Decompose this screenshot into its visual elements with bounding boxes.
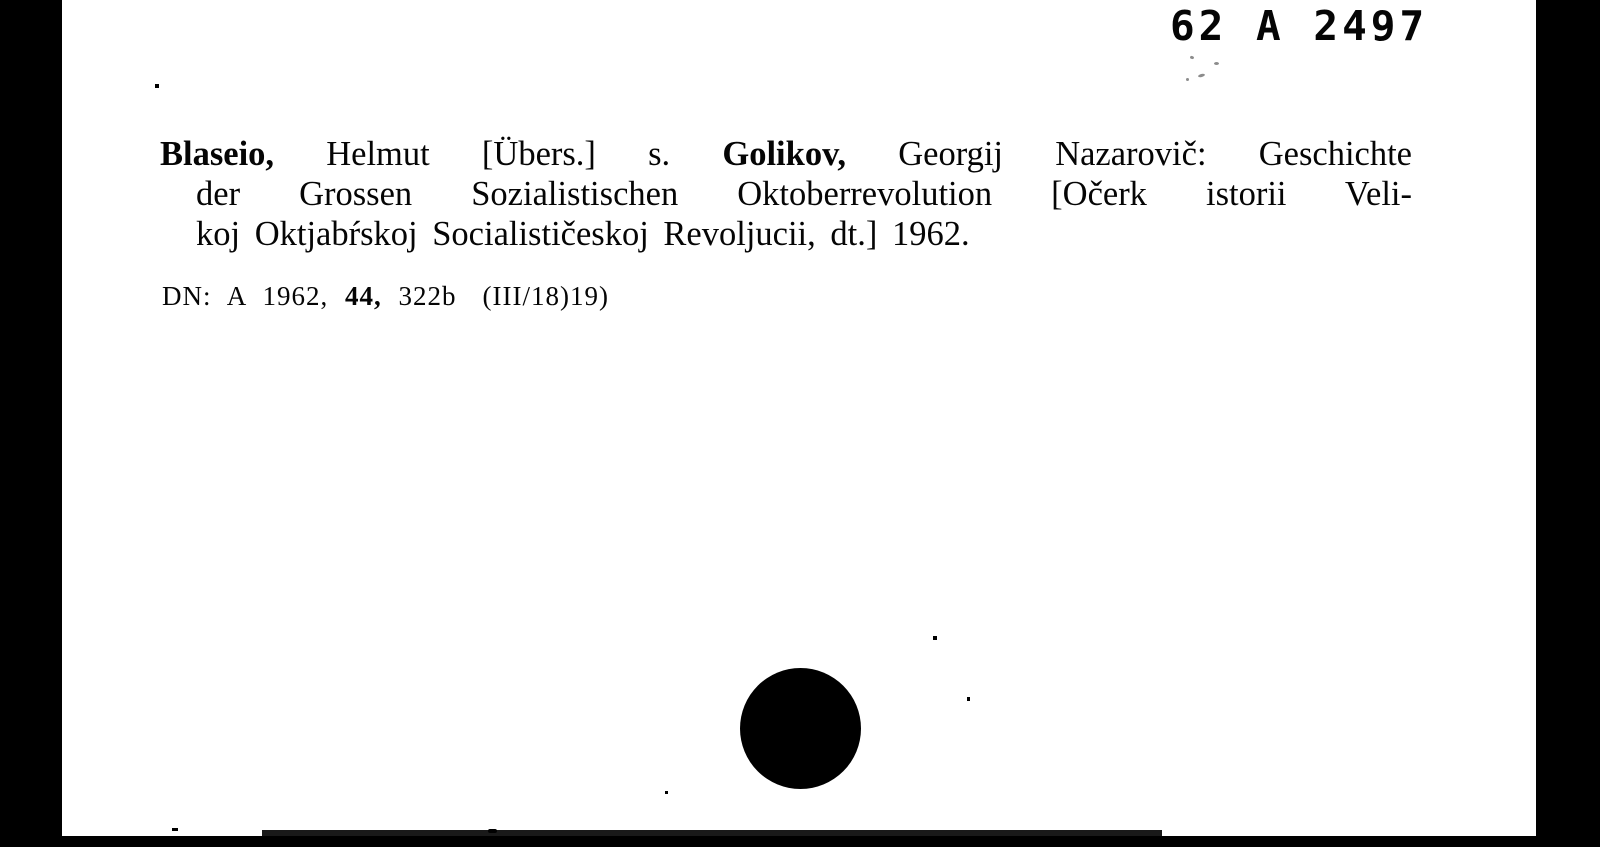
dn-issue-number: 44, <box>345 281 382 311</box>
entry-line-2 <box>160 174 1412 214</box>
entry-text: Georgij Nazarovič: Geschichte <box>846 135 1412 173</box>
card-bottom-edge <box>262 830 1162 836</box>
ink-smudge <box>1186 78 1189 81</box>
ink-smudge <box>1198 73 1206 78</box>
scan-speck <box>172 828 178 831</box>
entry-line-3 <box>160 214 1412 254</box>
scan-speck <box>665 791 668 794</box>
entry-text: der Grossen Sozialistischen Oktoberrevolution [Očerk istorii Veli- <box>196 175 1412 213</box>
entry-paragraph <box>160 134 1412 254</box>
dn-text: DN: A 1962, <box>162 281 346 311</box>
entry-line-1 <box>160 134 1412 174</box>
dn-reference-line <box>162 281 609 312</box>
entry-text: Helmut [Übers.] s. <box>274 135 723 173</box>
ink-smudge <box>1190 55 1195 59</box>
scan-speck <box>933 636 937 640</box>
entry-text: koj Oktjabŕskoj Socialističeskoj Revoljucii, dt.] 1962. <box>196 215 970 253</box>
scan-speck <box>155 84 159 88</box>
scan-speck <box>967 697 970 701</box>
hole-punch <box>740 668 861 789</box>
call-number: 62 A 2497 <box>1170 2 1429 50</box>
reference-name: Golikov, <box>722 135 847 173</box>
dn-suffix: (III/18)19) <box>482 281 609 311</box>
catalog-card <box>62 0 1536 836</box>
ink-smudge <box>1214 62 1219 65</box>
author-name: Blaseio, <box>160 135 275 173</box>
dn-text: 322b <box>381 281 457 311</box>
